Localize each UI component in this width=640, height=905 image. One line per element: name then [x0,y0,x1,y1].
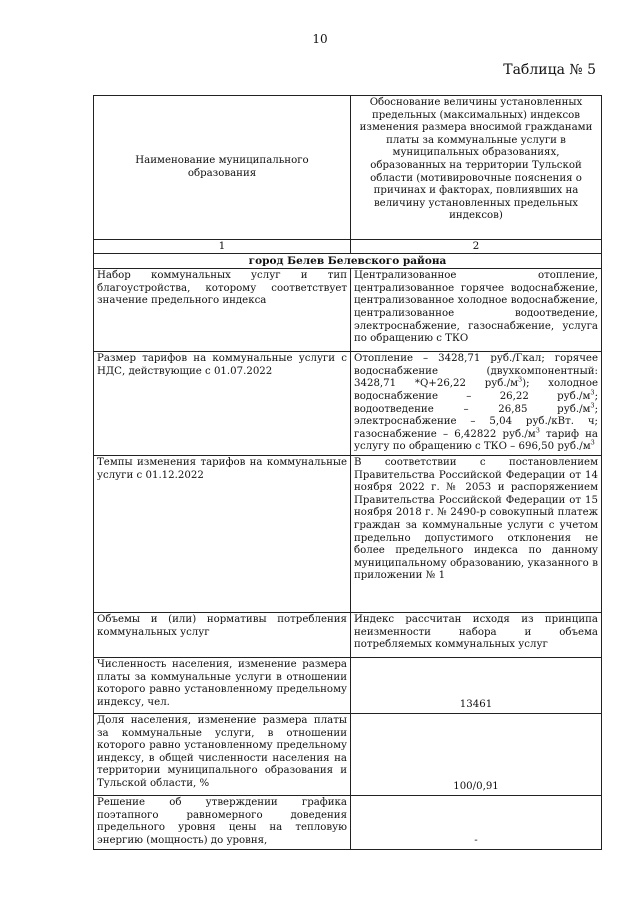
row-value: 100/0,91 [351,713,602,795]
row-label: Численность населения, изменение размера платы за коммунальные услуги в отношении которого равно установленному предельному индексу, чел. [94,657,351,713]
row-value: - [351,795,602,849]
tariff-superscript: 3 [590,401,595,410]
row-label: Доля населения, изменение размера платы за коммунальные услуги, в отношении которого равно установленному предельному индексу, в общей численности населения на территории муниципального образования и Тульской области, % [94,713,351,795]
row-label: Размер тарифов на коммунальные услуги с НДС, действующие с 01.07.2022 [94,352,351,456]
row-value: Индекс рассчитан исходя из принципа неизменности набора и объема потребляемых коммунальных услуг [351,612,602,657]
column-number-row [94,240,602,254]
row-value [351,352,602,456]
tariff-superscript: 3 [590,388,595,397]
row-label: Темпы изменения тарифов на коммунальные услуги с 01.12.2022 [94,455,351,612]
header-municipality: Наименование муниципального образования [94,96,351,240]
tariff-text-part: ; водоотведение – 26,85 руб./м [354,390,598,415]
column-number-1: 1 [94,240,351,254]
row-value: Централизованное отопление, централизованное горячее водоснабжение, централизованное холодное водоснабжение, централизованное водоотведение, электроснабжение, газоснабжение, услуга по обращению с ТКО [351,269,602,352]
tariff-text-part: тариф на услугу по обращению с ТКО – 696,50 руб./м [354,428,598,453]
justification-table [93,95,602,850]
region-row [94,253,602,269]
header-justification: Обоснование величины установленных предельных (максимальных) индексов изменения размера вносимой гражданами платы за коммунальные услуги в муниципальных образованиях, образованных на территории Тульской области (мотивировочные пояснения о причинах и факторах, повлиявших на величину установленных предельных индексов) [351,96,602,240]
tariff-superscript: 3 [535,426,540,435]
table-header-row [94,96,602,240]
table-row [94,352,602,456]
tariff-superscript: 3 [518,375,523,384]
tariff-text-part: ; электроснабжение – 5,04 руб./кВт. ч; газоснабжение – 6,42822 руб./м [354,403,598,440]
table-row [94,657,602,713]
table-label: Таблица № 5 [503,62,596,78]
table-row [94,612,602,657]
row-value: В соответствии с постановлением Правительства Российской Федерации от 14 ноября 2022 г. № 2053 и распоряжением Правительства Российской Федерации от 15 ноября 2018 г. № 2490-р совокупный платеж граждан за коммунальные услуги с учетом предельно допустимого отклонения не более предельного индекса по данному муниципальному образованию, указанного в приложении № 1 [351,455,602,612]
row-label: Объемы и (или) нормативы потребления коммунальных услуг [94,612,351,657]
row-label: Набор коммунальных услуг и тип благоустройства, которому соответствует значение предельного индекса [94,269,351,352]
tariff-text-part: ); холодное водоснабжение – 26,22 руб./м [354,378,598,402]
tariff-superscript: 3 [590,438,595,447]
table-row [94,269,602,352]
table-row [94,455,602,612]
table-row [94,713,602,795]
page-number: 10 [312,32,328,46]
table-row [94,795,602,849]
row-label: Решение об утверждении графика поэтапного равномерного доведения предельного уровня цены на тепловую энергию (мощность) до уровня, [94,795,351,849]
row-value: 13461 [351,657,602,713]
region-title: город Белев Белевского района [94,253,602,269]
tariff-text-part: Отопление – 3428,71 руб./Гкал; горячее водоснабжение (двухкомпонентный: 3428,71 *Q+26,22 руб./м [354,353,598,390]
column-number-2: 2 [351,240,602,254]
